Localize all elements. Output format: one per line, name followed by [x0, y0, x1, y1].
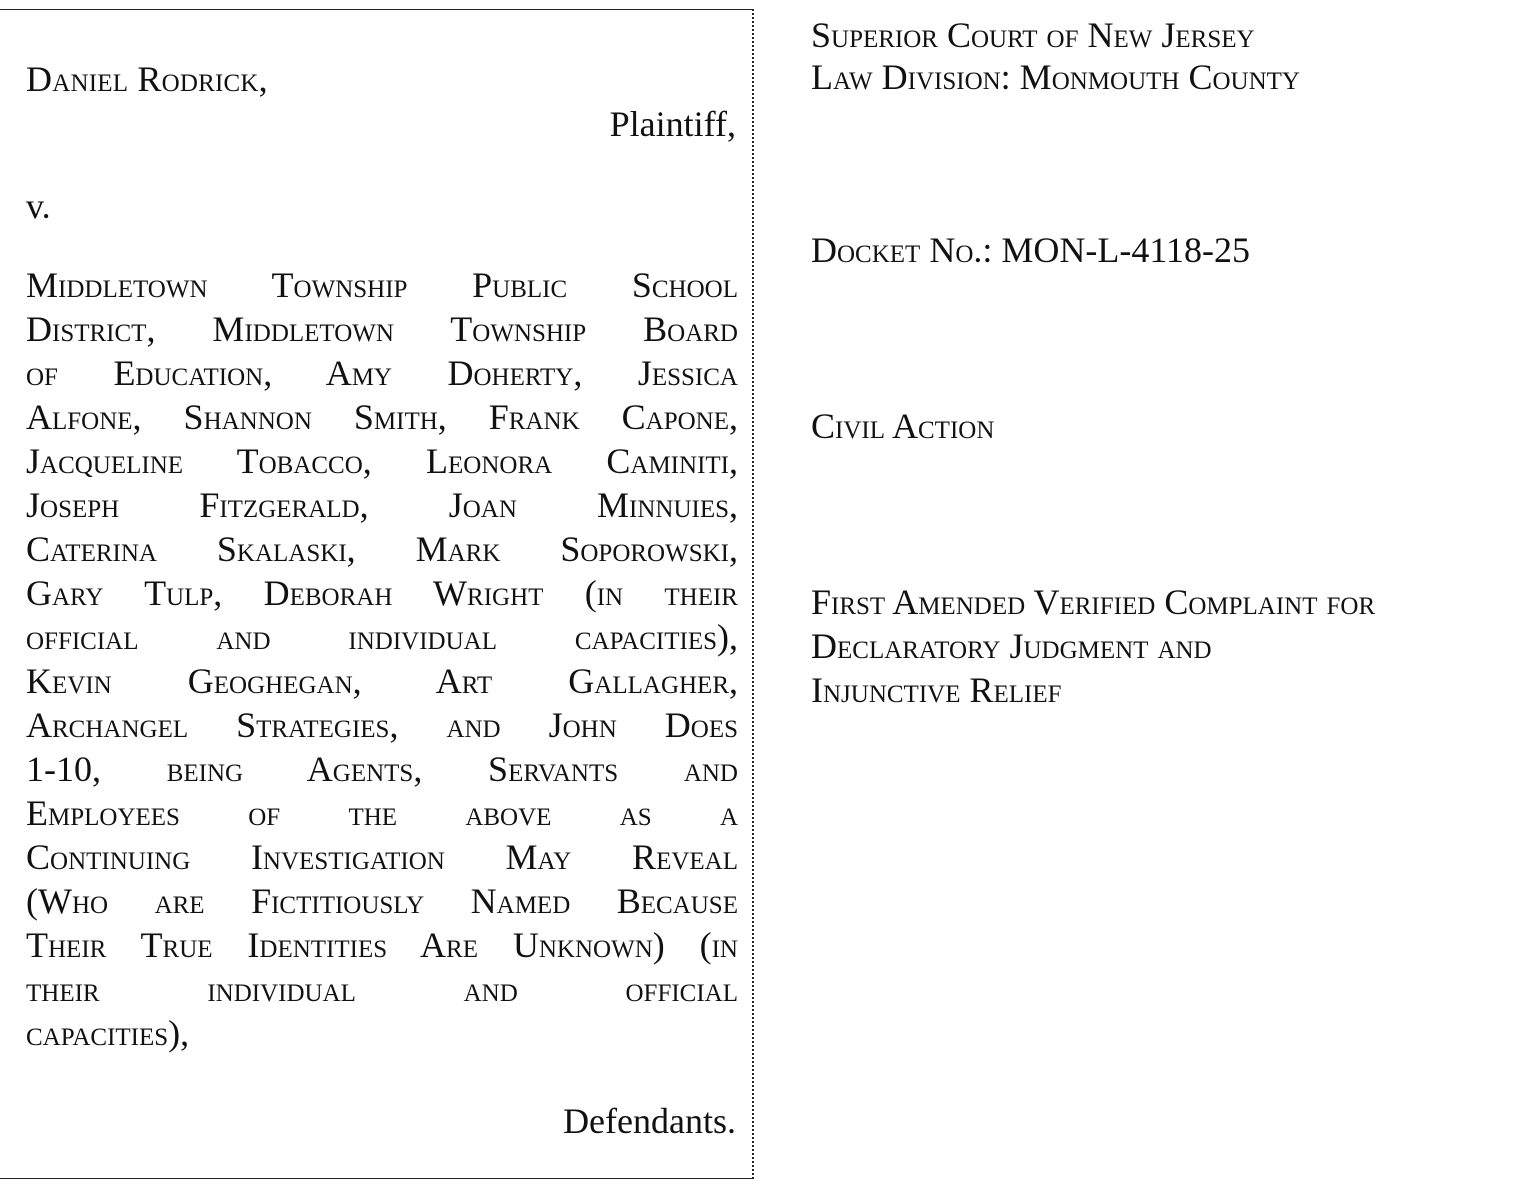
defendants-list	[26, 263, 738, 1055]
defendants-line: Middletown Township Public School	[26, 265, 738, 305]
plaintiff-role: Plaintiff,	[609, 104, 736, 144]
defendants-line: Kevin Geoghegan, Art Gallagher,	[26, 661, 738, 701]
defendants-line: Archangel Strategies, and John Does	[26, 705, 738, 745]
docket-value: MON-L-4118-25	[1001, 230, 1251, 270]
plaintiff-name: Daniel Rodrick,	[26, 59, 268, 99]
document-title-line: First Amended Verified Complaint for	[811, 582, 1376, 622]
defendants-line: 1-10, being Agents, Servants and	[26, 749, 738, 789]
court-name: Superior Court of New Jersey	[811, 15, 1255, 55]
defendants-line: Continuing Investigation May Reveal	[26, 837, 738, 877]
defendants-line: Jacqueline Tobacco, Leonora Caminiti,	[26, 441, 738, 481]
defendants-line: their individual and official	[26, 969, 738, 1009]
defendants-line: Alfone, Shannon Smith, Frank Capone,	[26, 397, 738, 437]
versus-label: v.	[26, 186, 51, 226]
document-title-line: Injunctive Relief	[811, 670, 1062, 710]
defendants-line: Joseph Fitzgerald, Joan Minnuies,	[26, 485, 738, 525]
defendants-line: official and individual capacities),	[26, 617, 738, 657]
action-type: Civil Action	[811, 406, 995, 446]
defendants-line: of Education, Amy Doherty, Jessica	[26, 353, 738, 393]
defendants-line: Employees of the above as a	[26, 793, 738, 833]
case-caption-box	[0, 9, 754, 1179]
document-title	[811, 580, 1511, 712]
docket-number	[811, 229, 1250, 271]
document-title-line: Declaratory Judgment and	[811, 626, 1212, 666]
defendants-line: District, Middletown Township Board	[26, 309, 738, 349]
court-heading	[811, 14, 1300, 98]
defendants-role: Defendants.	[563, 1101, 736, 1141]
defendants-line: Their True Identities Are Unknown) (in	[26, 925, 738, 965]
defendants-line: Gary Tulp, Deborah Wright (in their	[26, 573, 738, 613]
defendants-line: Caterina Skalaski, Mark Soporowski,	[26, 529, 738, 569]
docket-label: Docket No.:	[811, 230, 993, 270]
defendants-line: (Who are Fictitiously Named Because	[26, 881, 738, 921]
court-division: Law Division: Monmouth County	[811, 57, 1300, 97]
defendants-line: capacities),	[26, 1013, 190, 1053]
